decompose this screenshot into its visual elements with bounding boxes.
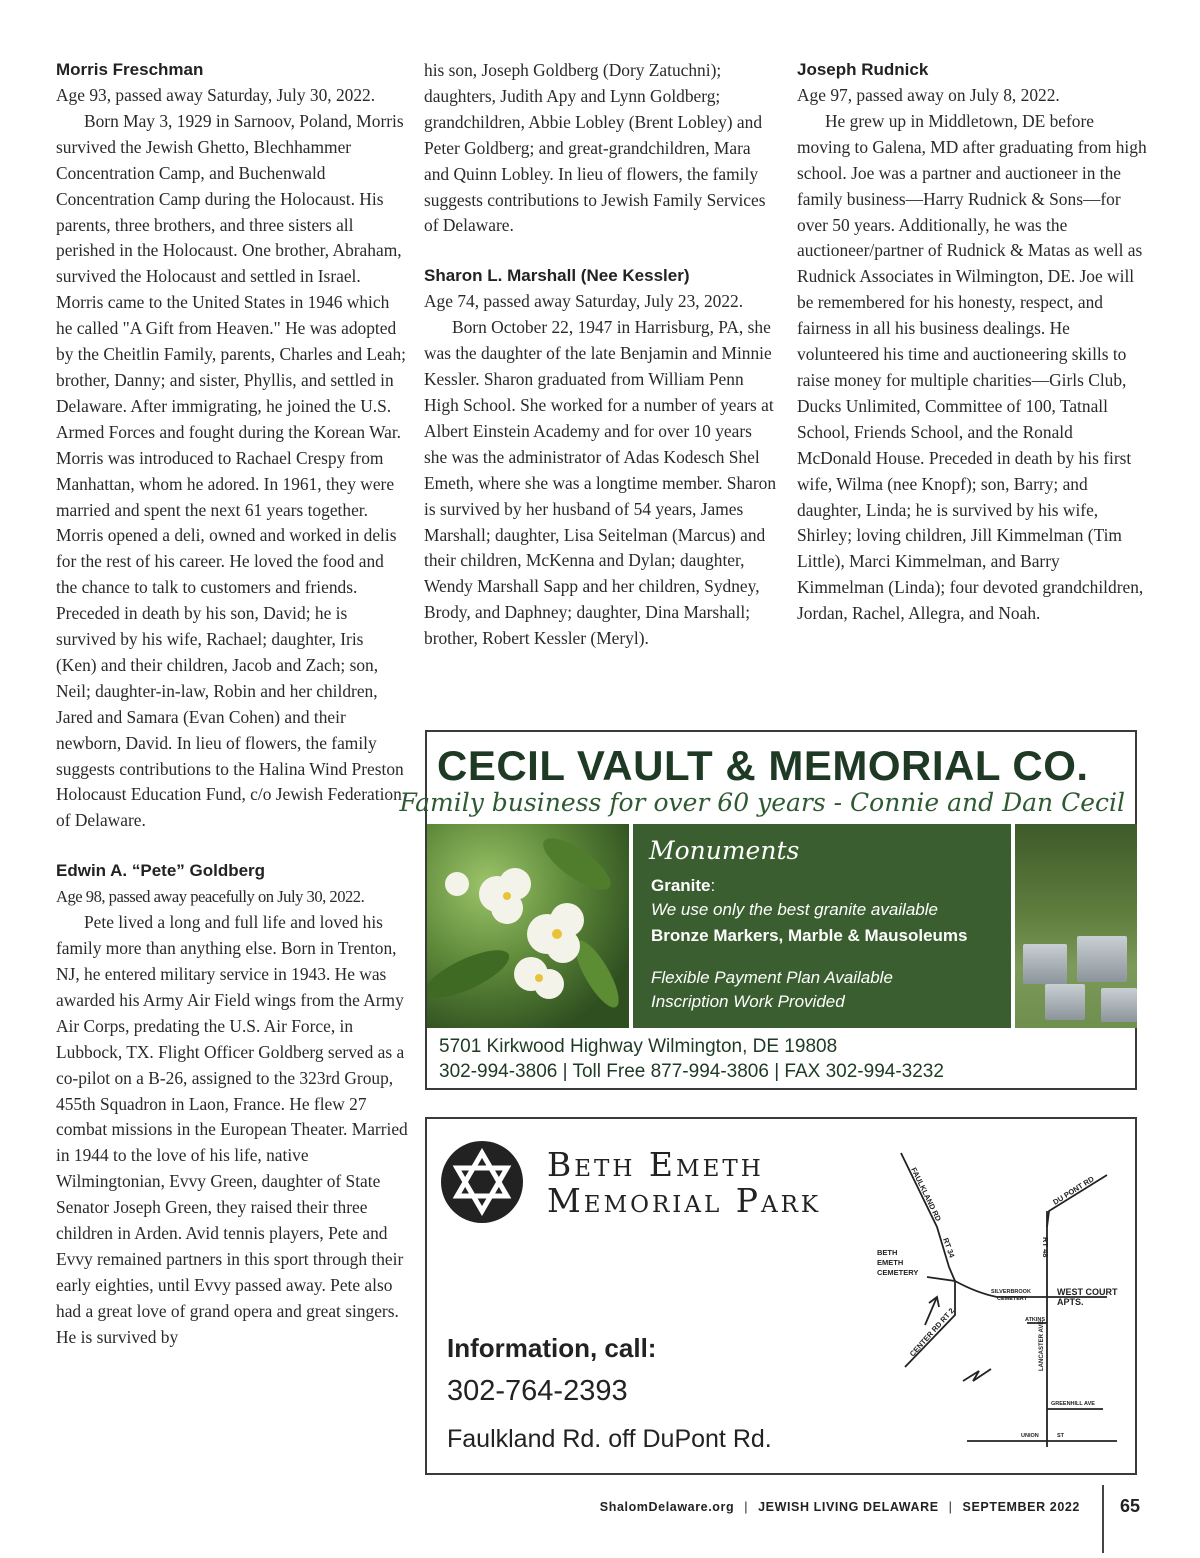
- info-phone: 302-764-2393: [447, 1375, 628, 1407]
- obituary-body: Born May 3, 1929 in Sarnoov, Poland, Morris survived the Jewish Ghetto, Blechhammer Concentration Camp, and Buchenwald Concentration Camp during the Holocaust. His parents, three brothers, and three sisters all perished in the Holocaust. One brother, Abraham, survived the Holocaust and settled in Israel. Morris came to the United States in 1946 which he called "A Gift from Heaven." He was adopted by the Cheitlin Family, parents, Charles and Leah; brother, Danny; and sister, Phyllis, and settled in Delaware. After immigrating, he joined the U.S. Armed Forces and fought during the Korean War. Morris was introduced to Rachael Crespy from Manhattan, whom he adored. In 1961, they were married and spent the next 61 years together. Morris opened a deli, owned and worked in delis for the rest of his career. He loved the food and the chance to talk to customers and friends. Preceded in death by his son, David; he is survived by his wife, Rachael; daughter, Iris (Ken) and their children, Jacob and Zach; son, Neil; daughter-in-law, Robin and her children, Jared and Samara (Evan Cohen) and their newborn, David. In lieu of flowers, the family suggests contributions to the Halina Wind Preston Holocaust Education Fund, c/o Jewish Federation of Delaware.: [56, 110, 406, 831]
- obituary-age-line: Age 98, passed away peacefully on July 30, 2022.: [56, 887, 365, 907]
- info-label: Information, call:: [447, 1333, 657, 1363]
- column-2: [424, 58, 779, 652]
- page-number: 65: [1120, 1496, 1141, 1516]
- map-label-union: UNION: [1021, 1433, 1039, 1439]
- footer-separator: |: [948, 1500, 953, 1514]
- obituary-age-line: Age 93, passed away Saturday, July 30, 2022.: [56, 85, 376, 105]
- obituary-continuation: his son, Joseph Goldberg (Dory Zatuchni); daughters, Judith Apy and Lynn Goldberg; grandchildren, Abbie Lobley (Brent Lobley) and Peter Goldberg; and great-grandchildren, Mara and Quinn Lobley. In lieu of flowers, the family suggests contributions to Jewish Family Services of Delaware.: [424, 60, 766, 236]
- map-label-westcourt: WEST COURT: [1057, 1287, 1118, 1297]
- payment-plan-text: Flexible Payment Plan Available: [651, 968, 893, 987]
- ad-address: 5701 Kirkwood Highway Wilmington, DE 19808: [439, 1036, 838, 1057]
- map-label-dupont: DU PONT RD: [1051, 1174, 1096, 1207]
- ad-tagline: Family business for over 60 years - Connie and Dan Cecil: [399, 788, 1125, 817]
- park-name-line2: Memorial Park: [547, 1181, 822, 1220]
- map-label-silverbrook-cemetery: CEMETERY: [997, 1296, 1028, 1302]
- info-location: Faulkland Rd. off DuPont Rd.: [447, 1425, 772, 1453]
- obituary-name: Sharon L. Marshall (Nee Kessler): [424, 266, 690, 286]
- obituary-body: Pete lived a long and full life and loved his family more than anything else. Born in Trenton, NJ, he entered military service in 1943. He was awarded his Army Air Field wings from the Army Air Corps, predating the U.S. Air Force, in Lubbock, TX. Flight Officer Goldberg served as a co-pilot on a B-26, assigned to the 323rd Group, 455th Squadron in Laon, France. He flew 27 combat missions in the European Theater. Married in 1944 to the love of his life, native Wilmingtonian, Evvy Green, daughter of State Senator Joseph Green, they raised their three children in Arden. Avid tennis players, Pete and Evvy remained partners in this sport through their early eighties, until Evvy passed away. Pete also had a great love of grand opera and great singers. He is survived by: [56, 912, 408, 1347]
- obituary-name: Edwin A. “Pete” Goldberg: [56, 861, 266, 881]
- column-1: [56, 58, 408, 1351]
- map-label-atkins: ATKINS: [1025, 1317, 1046, 1323]
- map-label-emeth: EMETH: [877, 1258, 904, 1267]
- ad-title: CECIL VAULT & MEMORIAL CO.: [437, 742, 1089, 789]
- map-label-apts: APTS.: [1057, 1297, 1084, 1307]
- granite-heading: [651, 876, 715, 896]
- jasmine-flowers-image: [427, 824, 629, 1028]
- footer-separator: |: [744, 1500, 749, 1514]
- cecil-vault-ad: [399, 730, 1137, 1090]
- monuments-heading: Monuments: [649, 836, 800, 865]
- directions-map: [867, 1147, 1137, 1457]
- footer-site: ShalomDelaware.org: [599, 1500, 735, 1514]
- ad-phones: 302-994-3806 | Toll Free 877-994-3806 | FAX 302-994-3232: [439, 1061, 944, 1082]
- park-name-line1: Beth Emeth: [547, 1145, 764, 1184]
- footer-issue: SEPTEMBER 2022: [962, 1500, 1080, 1514]
- obituary-age-line: Age 97, passed away on July 8, 2022.: [797, 85, 1060, 105]
- map-label-cemetery: CEMETERY: [877, 1268, 919, 1277]
- obituary-name: Morris Freschman: [56, 60, 204, 79]
- map-label-st: ST: [1057, 1433, 1065, 1439]
- ad-contact: [439, 1034, 944, 1084]
- column-3: [797, 58, 1149, 627]
- obituary-age-line: Age 74, passed away Saturday, July 23, 2022.: [424, 291, 744, 312]
- map-label-faulkland: FAULKLAND RD: [909, 1165, 944, 1223]
- granite-label: Granite: [651, 876, 711, 895]
- inscription-text: Inscription Work Provided: [651, 992, 845, 1011]
- map-label-silverbrook: SILVERBROOK: [991, 1289, 1031, 1295]
- map-label-greenhill: GREENHILL AVE: [1051, 1401, 1095, 1407]
- beth-emeth-ad: [425, 1117, 1137, 1475]
- flower-photo: [427, 824, 629, 1028]
- obituary-name: Joseph Rudnick: [797, 60, 929, 79]
- footer-publication: JEWISH LIVING DELAWARE: [758, 1500, 939, 1514]
- granite-colon: :: [710, 876, 716, 895]
- footer-divider: [1102, 1485, 1104, 1553]
- page-footer: [540, 1500, 1080, 1514]
- granite-description: We use only the best granite available: [651, 900, 938, 919]
- map-label-rt34: RT 34: [941, 1236, 957, 1259]
- cemetery-photo: [1015, 824, 1137, 1028]
- star-of-david-icon: [441, 1141, 523, 1223]
- map-label-lancaster: LANCASTER AVE: [1039, 1320, 1045, 1371]
- map-label-beth: BETH: [877, 1248, 898, 1257]
- obituary-body: Born October 22, 1947 in Harrisburg, PA, she was the daughter of the late Benjamin and Minnie Kessler. Sharon graduated from William Penn High School. She worked for a number of years at Albert Einstein Academy and for over 10 years she was the administrator of Adas Kodesch Shel Emeth, where she was a longtime member. Sharon is survived by her husband of 54 years, James Marshall; daughter, Lisa Seitelman (Marcus) and their children, McKenna and Dylan; daughter, Wendy Marshall Sapp and her children, Sydney, Brody, and Daphney; daughter, Dina Marshall; brother, Robert Kessler (Meryl).: [424, 317, 777, 649]
- map-label-center: CENTER RD RT 2: [907, 1306, 957, 1359]
- monuments-panel: [633, 824, 1011, 1028]
- obituary-body: He grew up in Middletown, DE before moving to Galena, MD after graduating from high school. Joe was a partner and auctioneer in the family business—Harry Rudnick & Sons—for over 50 years. Additionally, he was the auctioneer/partner of Rudnick & Matas as well as Rudnick Associates in Wilmington, DE. Joe will be remembered for his honesty, respect, and fairness in all his business dealings. He volunteered his time and auctioneering skills to raise money for multiple charities—Girls Club, Ducks Unlimited, Committee of 100, Tatnall School, Friends School, and the Ronald McDonald House. Preceded in death by his first wife, Wilma (nee Knopf); son, Barry; and daughter, Linda; he is survived by his wife, Shirley; loving children, Jill Kimmelman (Tim Little), Marci Kimmelman, and Barry Kimmelman (Linda); four devoted grandchildren, Jordan, Rachel, Allegra, and Noah.: [797, 110, 1147, 624]
- map-label-rt48: RT 48: [1041, 1237, 1050, 1258]
- bronze-markers-text: Bronze Markers, Marble & Mausoleums: [651, 926, 968, 945]
